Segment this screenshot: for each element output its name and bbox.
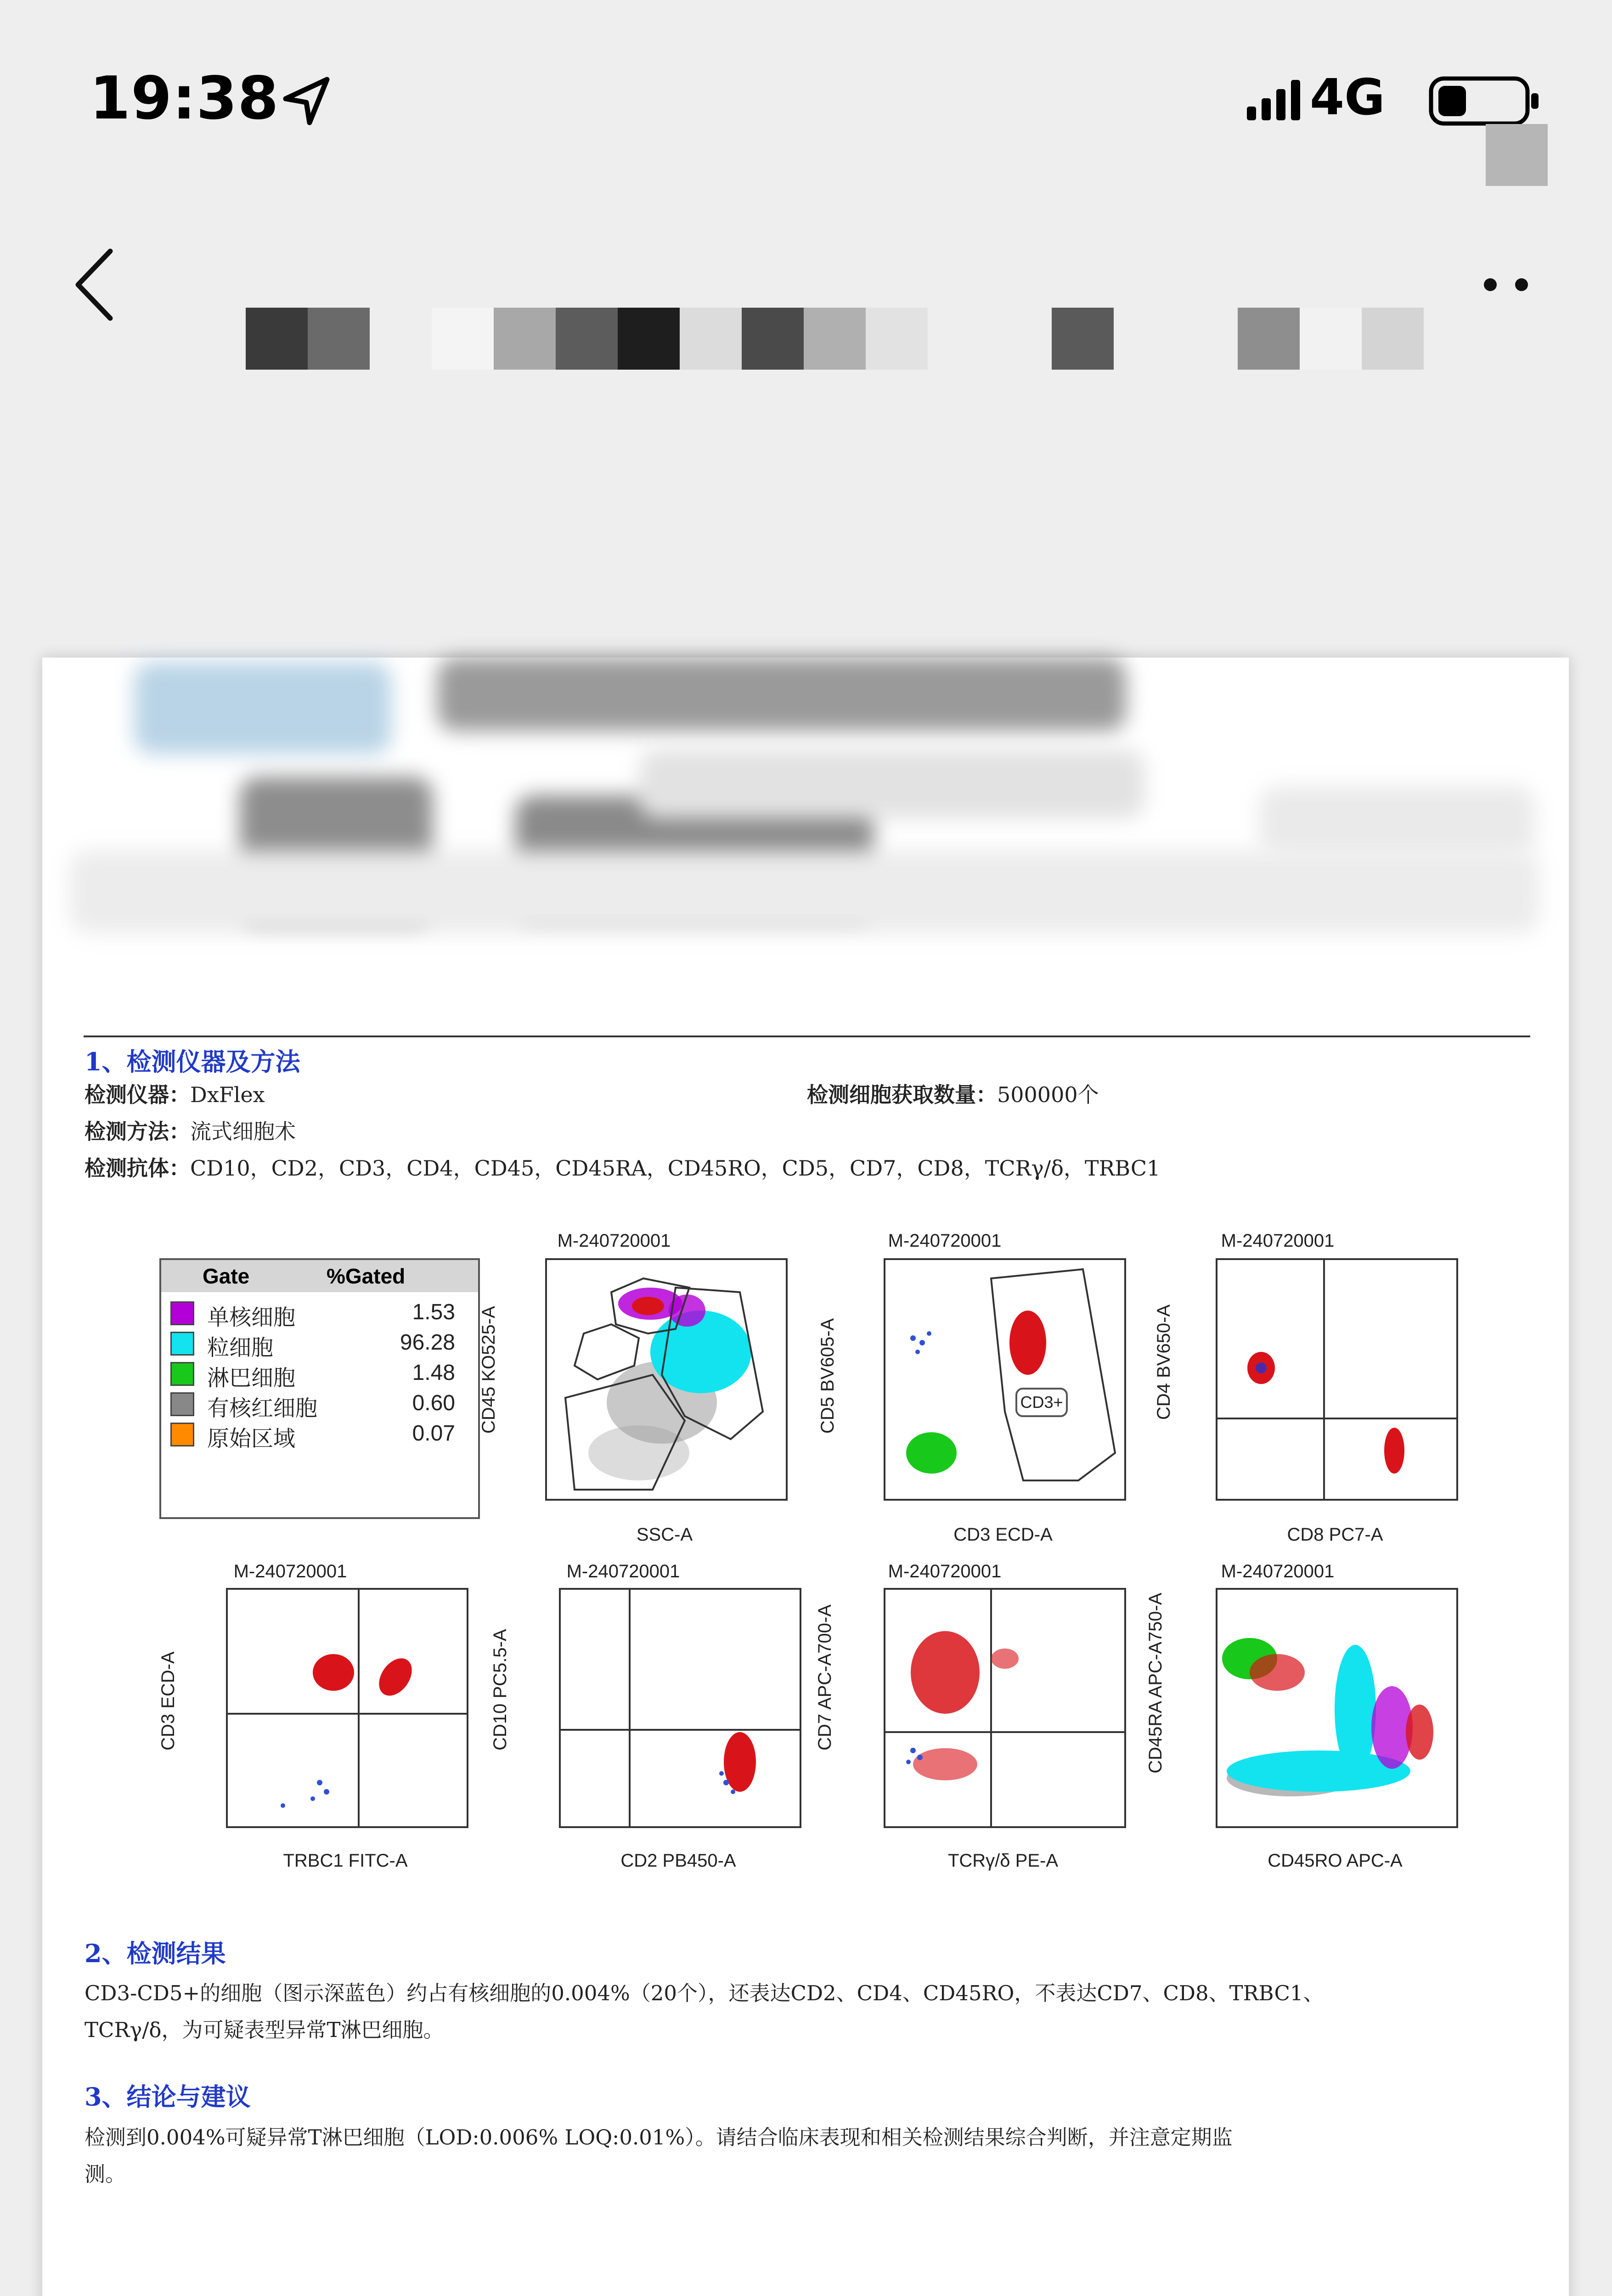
legend-header-pct: %Gated bbox=[327, 1264, 406, 1288]
conclusion-text-line1: 检测到0.004%可疑异常T淋巴细胞（LOD:0.006% LOQ:0.01%）。请结合临床表现和相关检测结果综合判断，并注意定期监 bbox=[85, 2125, 1233, 2150]
plot-drawing bbox=[1217, 1590, 1456, 1826]
plot-drawing bbox=[1217, 1260, 1456, 1499]
instrument-line bbox=[85, 1078, 265, 1109]
instrument-label: 检测仪器： bbox=[85, 1082, 190, 1107]
flow-plot-cd5-cd3 bbox=[884, 1258, 1126, 1501]
redacted-header bbox=[639, 749, 1144, 818]
x-axis-label: CD3 ECD-A bbox=[953, 1525, 1053, 1545]
redacted-header bbox=[1259, 786, 1535, 855]
plot-drawing bbox=[561, 1590, 800, 1826]
method-label: 检测方法： bbox=[85, 1119, 190, 1144]
cells-label: 检测细胞获取数量： bbox=[807, 1082, 997, 1107]
location-arrow-icon bbox=[281, 76, 332, 126]
instrument-value: DxFlex bbox=[190, 1082, 265, 1107]
status-time: 19:38 bbox=[90, 64, 279, 133]
flow-plot-cd45ra-cd45ro bbox=[1216, 1588, 1458, 1828]
redacted-header bbox=[134, 662, 391, 754]
x-axis-label: TRBC1 FITC-A bbox=[283, 1851, 408, 1871]
legend-value: 1.53 bbox=[412, 1300, 455, 1324]
flow-plot-cd7-tcrgd bbox=[884, 1588, 1126, 1828]
method-value: 流式细胞术 bbox=[190, 1119, 296, 1144]
plot-title: M-240720001 bbox=[557, 1231, 671, 1251]
legend-value: 0.60 bbox=[412, 1391, 455, 1415]
gate-label: CD3+ bbox=[1020, 1393, 1063, 1412]
y-axis-label: CD5 BV605-A bbox=[817, 1318, 838, 1434]
plot-drawing bbox=[885, 1260, 1124, 1499]
section3-title: 3、结论与建议 bbox=[85, 2082, 251, 2111]
legend-name: 原始区域 bbox=[207, 1427, 296, 1451]
antibody-value: CD10，CD2，CD3，CD4，CD45，CD45RA，CD45RO，CD5，CD7，CD8，TCRγ/δ，TRBC1 bbox=[190, 1156, 1161, 1181]
legend-value: 0.07 bbox=[412, 1421, 455, 1446]
conclusion-text-line2: 测。 bbox=[85, 2162, 126, 2186]
cells-value: 500000个 bbox=[997, 1082, 1099, 1107]
gate-legend bbox=[159, 1258, 480, 1519]
report-page bbox=[42, 658, 1569, 2296]
legend-header-gate: Gate bbox=[203, 1264, 250, 1288]
section1-title: 1、检测仪器及方法 bbox=[85, 1047, 300, 1076]
legend-row bbox=[170, 1298, 469, 1328]
legend-value: 1.48 bbox=[412, 1361, 455, 1385]
y-axis-label: CD7 APC-A700-A bbox=[815, 1604, 835, 1750]
legend-swatch bbox=[170, 1301, 194, 1325]
legend-row bbox=[170, 1389, 469, 1419]
redacted-header bbox=[437, 658, 1126, 731]
legend-value: 96.28 bbox=[400, 1330, 455, 1355]
plot-title: M-240720001 bbox=[566, 1561, 680, 1581]
plot-drawing bbox=[885, 1590, 1124, 1826]
cells-line bbox=[807, 1078, 1099, 1109]
y-axis-label: CD10 PC5.5-A bbox=[490, 1629, 510, 1750]
y-axis-label: CD45RA APC-A750-A bbox=[1145, 1593, 1166, 1773]
more-options-icon[interactable] bbox=[1481, 276, 1532, 294]
x-axis-label: TCRγ/δ PE-A bbox=[947, 1851, 1059, 1871]
x-axis-label: CD45RO APC-A bbox=[1268, 1851, 1403, 1871]
legend-swatch bbox=[170, 1392, 194, 1416]
legend-name: 单核细胞 bbox=[207, 1306, 296, 1330]
y-axis-label: CD3 ECD-A bbox=[158, 1651, 178, 1750]
plot-title: M-240720001 bbox=[888, 1231, 1002, 1251]
legend-name: 淋巴细胞 bbox=[207, 1366, 296, 1390]
flow-plot-cd4-cd8 bbox=[1216, 1258, 1458, 1501]
antibody-line bbox=[85, 1152, 1160, 1182]
x-axis-label: CD8 PC7-A bbox=[1287, 1525, 1383, 1545]
plot-title: M-240720001 bbox=[233, 1561, 347, 1581]
flow-plot-cd10-cd2 bbox=[559, 1588, 801, 1828]
legend-name: 粒细胞 bbox=[207, 1336, 274, 1360]
method-line bbox=[85, 1115, 296, 1145]
flow-plot-cd3-trbc1 bbox=[226, 1588, 468, 1828]
plot-drawing bbox=[547, 1260, 786, 1499]
network-type: 4G bbox=[1310, 69, 1385, 126]
cellular-signal-icon bbox=[1247, 78, 1302, 124]
result-text-line2: TCRγ/δ，为可疑表型异常T淋巴细胞。 bbox=[85, 2018, 444, 2042]
result-text-line1: CD3-CD5+的细胞（图示深蓝色）约占有核细胞的0.004%（20个），还表达CD2、CD4、CD45RO，不表达CD7、CD8、TRBC1、 bbox=[85, 1981, 1324, 2005]
y-axis-label: CD4 BV650-A bbox=[1154, 1304, 1174, 1420]
plot-title: M-240720001 bbox=[1221, 1561, 1335, 1581]
plot-title: M-240720001 bbox=[888, 1561, 1002, 1581]
y-axis-label: CD45 KO525-A bbox=[479, 1306, 499, 1434]
flow-plot-cd45-ssc bbox=[545, 1258, 788, 1501]
legend-swatch bbox=[170, 1423, 194, 1446]
x-axis-label: SSC-A bbox=[636, 1525, 693, 1545]
back-chevron-icon[interactable] bbox=[69, 246, 119, 324]
legend-row bbox=[170, 1328, 469, 1358]
section2-title: 2、检测结果 bbox=[85, 1939, 226, 1968]
plot-drawing bbox=[228, 1590, 467, 1826]
legend-swatch bbox=[170, 1362, 194, 1386]
legend-name: 有核红细胞 bbox=[207, 1396, 318, 1421]
header-divider bbox=[84, 1035, 1530, 1037]
legend-row bbox=[170, 1419, 469, 1449]
redacted-pixel-block bbox=[1486, 124, 1548, 186]
legend-row bbox=[170, 1358, 469, 1389]
legend-swatch bbox=[170, 1332, 194, 1356]
antibody-label: 检测抗体： bbox=[85, 1156, 190, 1181]
x-axis-label: CD2 PB450-A bbox=[620, 1851, 736, 1871]
battery-icon bbox=[1428, 76, 1543, 126]
plot-title: M-240720001 bbox=[1221, 1231, 1335, 1251]
redacted-header bbox=[70, 850, 1539, 933]
legend-header bbox=[161, 1260, 478, 1292]
